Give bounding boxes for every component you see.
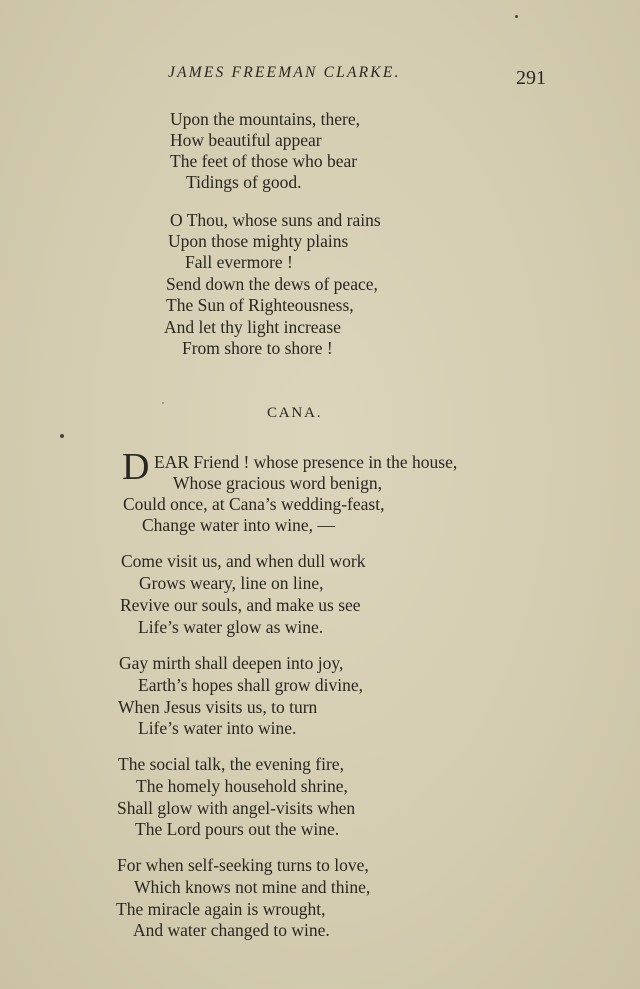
- poem-line: Send down the dews of peace,: [166, 274, 378, 294]
- poem-line: Revive our souls, and make us see: [120, 595, 361, 615]
- poem-title: CANA.: [267, 405, 323, 421]
- poem-line: Life’s water into wine.: [138, 718, 297, 738]
- poem-line: From shore to shore !: [182, 338, 333, 358]
- poem-line: Gay mirth shall deepen into joy,: [119, 653, 344, 673]
- poem-line: Shall glow with angel-visits when: [117, 798, 356, 818]
- poem-line: The miracle again is wrought,: [116, 899, 326, 919]
- poem-line: And water changed to wine.: [133, 920, 330, 940]
- poem-line: And let thy light increase: [164, 317, 341, 337]
- page-number: 291: [516, 67, 546, 89]
- poem-line: The homely household shrine,: [136, 776, 348, 796]
- poem-line: The feet of those who bear: [170, 151, 358, 171]
- poem-line: Tidings of good.: [186, 172, 302, 192]
- poem-line: The Sun of Righteousness,: [166, 295, 354, 315]
- poem-line: Upon those mighty plains: [168, 231, 349, 251]
- poem-line: Which knows not mine and thine,: [134, 877, 371, 897]
- paper-speck: [515, 15, 518, 18]
- poem-line: Life’s water glow as wine.: [138, 617, 324, 637]
- poem-line: Change water into wine, —: [142, 515, 335, 535]
- running-head: JAMES FREEMAN CLARKE.: [168, 64, 401, 81]
- poem-line: Could once, at Cana’s wedding-feast,: [123, 494, 385, 514]
- poem-line: Fall evermore !: [185, 252, 293, 272]
- poem-line: Come visit us, and when dull work: [121, 551, 366, 571]
- drop-cap: D: [122, 446, 150, 488]
- poem-line: The Lord pours out the wine.: [135, 819, 340, 839]
- poem-line: When Jesus visits us, to turn: [118, 697, 318, 717]
- poem-line: Whose gracious word benign,: [173, 473, 382, 493]
- poem-line: How beautiful appear: [170, 130, 322, 150]
- paper-speck: [60, 434, 64, 438]
- poem-line: EAR Friend ! whose presence in the house,: [154, 452, 458, 472]
- page-header: [0, 62, 640, 92]
- poem-line: O Thou, whose suns and rains: [170, 210, 381, 230]
- poem-line: Earth’s hopes shall grow divine,: [138, 675, 364, 695]
- paper-speck: [162, 402, 164, 404]
- poem-line: For when self-seeking turns to love,: [117, 855, 369, 875]
- poem-line: Upon the mountains, there,: [170, 109, 361, 129]
- poem-line: The social talk, the evening fire,: [118, 754, 344, 774]
- poem-line: Grows weary, line on line,: [139, 573, 324, 593]
